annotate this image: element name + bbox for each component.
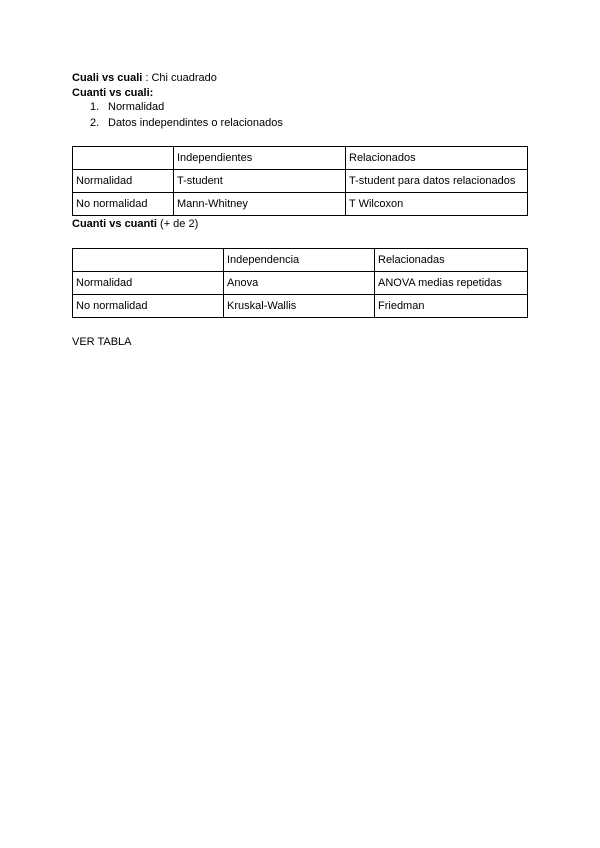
list-item-text: Normalidad — [108, 101, 165, 113]
table-cell: Normalidad — [73, 170, 174, 193]
table-header-cell — [73, 249, 224, 272]
table-row — [73, 170, 528, 193]
table-cell: Kruskal-Wallis — [224, 295, 375, 318]
list-item-number: 2. — [90, 117, 100, 129]
list-item-text: Datos independintes o relacionados — [108, 117, 283, 129]
table-cuanti-vs-cuali — [72, 146, 528, 216]
table-cell: No normalidad — [73, 193, 174, 216]
table-header-row — [73, 249, 528, 272]
cuali-separator: : — [142, 72, 152, 84]
table-cell: Mann-Whitney — [174, 193, 346, 216]
table-cell: T-student para datos relacionados — [346, 170, 528, 193]
footer-text: VER TABLA — [72, 336, 132, 348]
table-header-row — [73, 147, 528, 170]
table-row — [73, 272, 528, 295]
cuanti-vs-cuanti-line — [72, 217, 198, 231]
cuali-vs-cuali-line — [72, 71, 217, 85]
cuanti-vs-cuali-heading: Cuanti vs cuali: — [72, 87, 154, 99]
cuali-vs-cuali-heading: Cuali vs cuali — [72, 72, 143, 84]
table-cuanti-vs-cuanti — [72, 248, 528, 318]
table-row — [73, 193, 528, 216]
list-item — [90, 100, 164, 114]
table-cell: Anova — [224, 272, 375, 295]
cuanti-vs-cuanti-heading: Cuanti vs cuanti — [72, 218, 157, 230]
table-cell: ANOVA medias repetidas — [375, 272, 528, 295]
table-header-cell — [73, 147, 174, 170]
table-cell: T Wilcoxon — [346, 193, 528, 216]
table-cell: Normalidad — [73, 272, 224, 295]
cuanti-vs-cuanti-text: (+ de 2) — [156, 218, 199, 230]
table-header-cell: Independientes — [174, 147, 346, 170]
cuali-vs-cuali-text: Chi cuadrado — [151, 72, 217, 84]
table-header-cell: Relacionadas — [375, 249, 528, 272]
table-header-cell: Relacionados — [346, 147, 528, 170]
table-cell: Friedman — [375, 295, 528, 318]
table-row — [73, 295, 528, 318]
table-cell: No normalidad — [73, 295, 224, 318]
list-item — [90, 116, 283, 130]
list-item-number: 1. — [90, 101, 100, 113]
table-header-cell: Independencia — [224, 249, 375, 272]
table-cell: T-student — [174, 170, 346, 193]
